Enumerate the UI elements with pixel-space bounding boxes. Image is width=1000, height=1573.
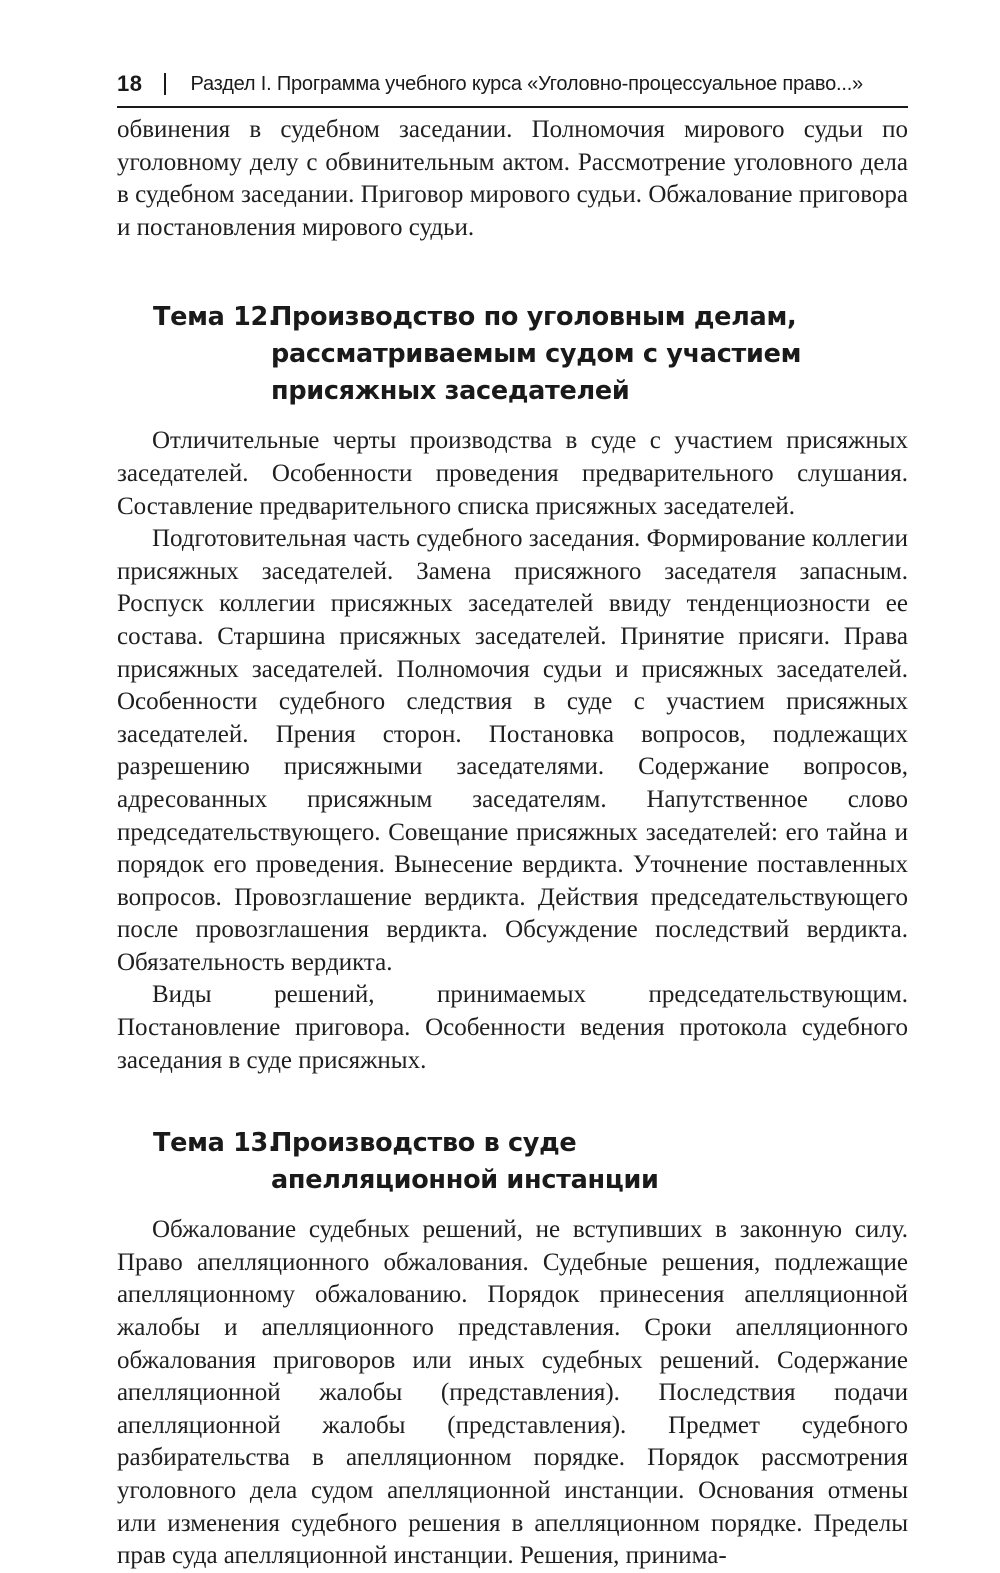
intro-paragraph: обвинения в судебном заседании. Полномочия мирового судьи по уголовному делу с обвинительным актом. Рассмотрение уголовного дела в судебном заседании. Приговор мирового судьи. Обжалование приговора и постановления мирового судьи. — [117, 116, 908, 241]
topic-12-heading — [117, 299, 908, 410]
page-body — [117, 114, 908, 1573]
topic-12-paragraph: Отличительные черты производства в суде с участием присяжных заседателей. Особенности проведения предварительного слушания. Составление предварительного списка присяжных заседателей. — [117, 427, 908, 520]
topic-13-number: Тема 13. — [153, 1128, 278, 1159]
topic-12-number: Тема 12. — [153, 302, 278, 333]
header-separator — [164, 73, 166, 95]
topic-13-paragraph: Обжалование судебных решений, не вступивших в законную силу. Право апелляционного обжалования. Судебные решения, подлежащие апелляционному обжалованию. Порядок принесения апелляционной жалобы и апелляционного представления. Сроки апелляционного обжалования приговоров или иных судебных решений. Содержание апелляционной жалобы (представления). Последствия подачи апелляционной жалобы (представления). Предмет судебного разбирательства в апелляционном порядке. Порядок рассмотрения уголовного дела судом апелляционной инстанции. Основания отмены или изменения судебного решения в апелляционном порядке. Пределы прав суда апелляционной инстанции. Решения, принима- — [117, 1216, 908, 1570]
topic-12-paragraph: Виды решений, принимаемых председательствующим. Постановление приговора. Особенности ведения протокола судебного заседания в суде присяжных. — [117, 981, 908, 1074]
topic-12-title: Производство по уголовным делам, рассматриваемым судом с участием присяжных заседателей — [271, 302, 802, 407]
topic-12-paragraph: Подготовительная часть судебного заседания. Формирование коллегии присяжных заседателей. Замена присяжного заседателя запасным. Роспуск коллегии присяжных заседателей ввиду тенденциозности ее состава. Старшина присяжных заседателей. Принятие присяги. Права присяжных заседателей. Полномочия судьи и присяжных заседателей. Особенности судебного следствия в суде с участием присяжных заседателей. Прения сторон. Постановка вопросов, подлежащих разрешению присяжными заседателями. Содержание вопросов, адресованных присяжным заседателям. Напутственное слово председательствующего. Совещание присяжных заседателей: его тайна и порядок его проведения. Вынесение вердикта. Уточнение поставленных вопросов. Провозглашение вердикта. Действия председательствующего после провозглашения вердикта. Обсуждение последствий вердикта. Обязательность вердикта. — [117, 525, 908, 976]
page-number: 18 — [117, 71, 143, 96]
topic-13-title: Производство в суде апелляционной инстанции — [271, 1128, 659, 1196]
running-title: Раздел I. Программа учебного курса «Уголовно-процессуальное право...» — [190, 72, 863, 95]
topic-13-heading — [117, 1125, 908, 1199]
running-header — [117, 62, 908, 108]
